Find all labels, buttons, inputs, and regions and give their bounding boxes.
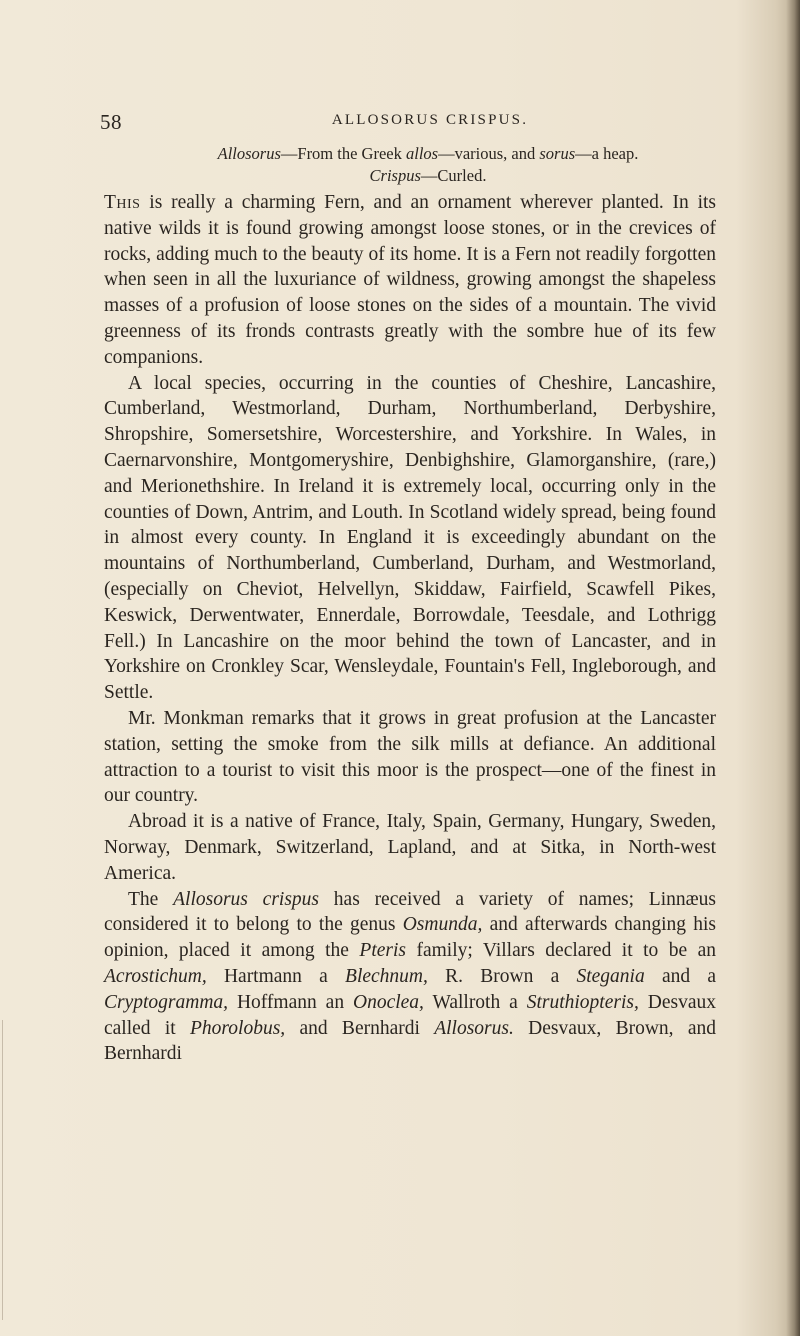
paragraph-monkman: Mr. Monkman remarks that it grows in great profusion at the Lancaster station, setting the smoke from the silk mills at defiance. An additional attraction to a tourist to visit this moor is the prospect—one of the finest in our country.: [104, 707, 716, 807]
body-text: [104, 190, 716, 1067]
genus-name: Allosorus: [217, 144, 281, 163]
page-header: [0, 110, 800, 136]
paragraph-nomenclature: The Allosorus crispus has received a variety of names; Linnæus considered it to belong to the genus Osmunda, and afterwards changing his opinion, placed it among the Pteris family; Villars declared it to be an Acrostichum, Hartmann a Blechnum, R. Brown a Stegania and a Cryptogramma, Hoffmann an Onoclea, Wallroth a Struthiopteris, Desvaux called it Phorolobus, and Bernhardi Allosorus. Desvaux, Brown, and Bernhardi: [104, 888, 717, 1065]
running-title: ALLOSORUS CRISPUS.: [331, 112, 529, 128]
page-edge-shadow: [786, 0, 800, 1336]
etymology-line-species: Crispus—Curled.: [369, 166, 487, 185]
paragraph-distribution: A local species, occurring in the counties of Cheshire, Lancashire, Cumberland, Westmorland, Durham, Northumberland, Derbyshire, Shropshire, Somersetshire, Worcestershire, and Yorkshire. In Wales, in Caernarvonshire, Montgomeryshire, Denbighshire, Glamorganshire, (rare,) and Merionethshire. In Ireland it is extremely local, occurring only in the counties of Down, Antrim, and Louth. In Scotland widely spread, being found in almost every county. In England it is exceedingly abundant on the mountains of Northumberland, Cumberland, Durham, and Westmorland, (especially on Cheviot, Helvellyn, Skiddaw, Fairfield, Scawfell Pikes, Keswick, Derwentwater, Ennerdale, Borrowdale, Teesdale, and Lothrigg Fell.) In Lancashire on the moor behind the town of Lancaster, and in Yorkshire on Cronkley Scar, Wensleydale, Fountain's Fell, Ingleborough, and Settle.: [104, 372, 716, 704]
paragraph-intro: This is really a charming Fern, and an ornament wherever planted. In its native wilds it is found growing amongst loose stones, or in the crevices of rocks, adding much to the beauty of its home. It is a Fern not readily forgotten when seen in all the luxuriance of wildness, growing amongst the shapeless masses of a profusion of loose stones on the sides of a mountain. The vivid greenness of its fronds contrasts greatly with the sombre hue of its few companions.: [104, 192, 716, 368]
etymology-line-genus: Allosorus—From the Greek allos—various, and sorus—a heap.: [217, 144, 639, 163]
species-name: Crispus: [369, 166, 421, 185]
page-number: 58: [100, 110, 122, 134]
margin-mark: [2, 1020, 3, 1320]
drop-lead-word: This: [104, 192, 141, 213]
etymology-block: [0, 143, 800, 187]
paragraph-abroad: Abroad it is a native of France, Italy, Spain, Germany, Hungary, Sweden, Norway, Denmark, Switzerland, Lapland, and at Sitka, in North-west America.: [104, 811, 716, 884]
